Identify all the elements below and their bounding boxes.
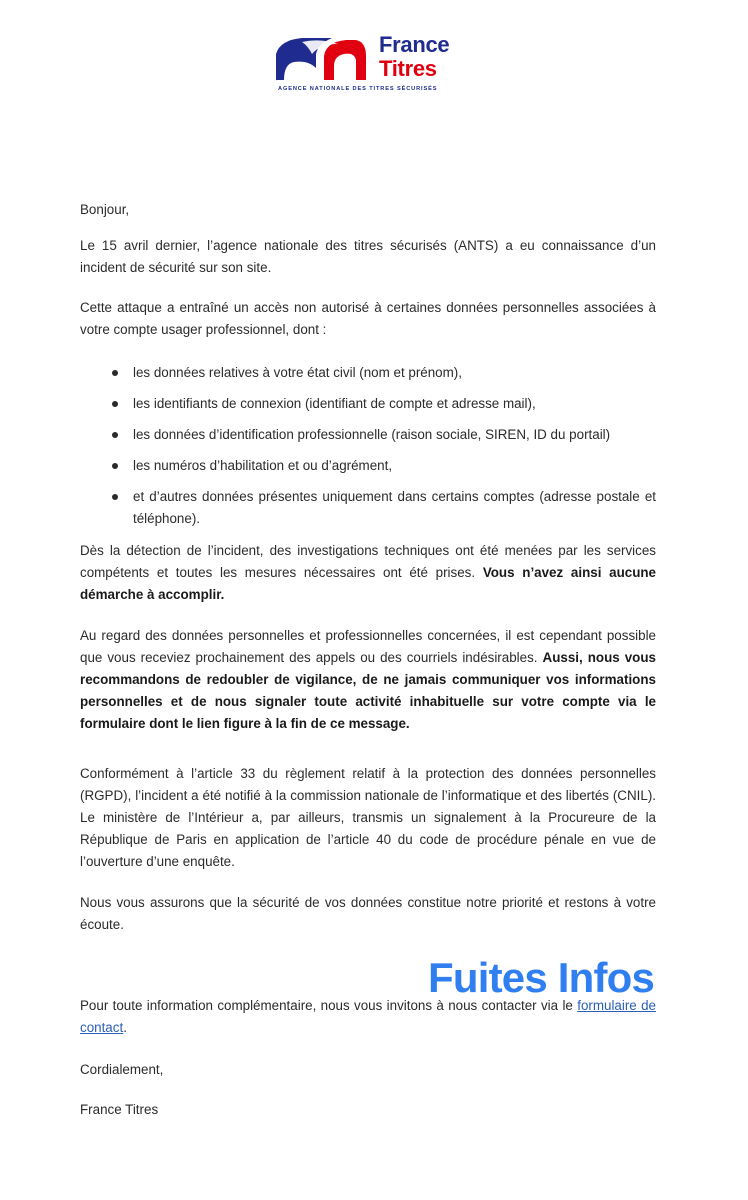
list-item: les numéros d’habilitation et ou d’agrément, <box>112 455 656 477</box>
bullet-icon <box>112 432 118 438</box>
list-item: et d’autres données présentes uniquement dans certains comptes (adresse postale et téléphone). <box>112 486 656 530</box>
paragraph-3-emphasis: Vous n’avez ainsi aucune démarche à accomplir. <box>80 565 656 602</box>
paragraph-2: Cette attaque a entraîné un accès non autorisé à certaines données personnelles associées à votre compte usager professionnel, dont : <box>80 300 656 337</box>
greeting: Bonjour, <box>80 202 130 217</box>
brand-line1: France <box>379 32 450 57</box>
paragraph-5: Conformément à l’article 33 du règlement relatif à la protection des données personnelles (RGPD), l’incident a été notifié à la commission nationale de l’informatique et des libertés (CNIL). Le ministère de l’Intérieur a, par ailleurs, transmis un signalement à la Procureure de la République de Paris en application de l’article 40 du code de procédure pénale en vue de l’ouverture d’une enquête. <box>80 766 656 869</box>
signature: France Titres <box>80 1102 159 1117</box>
list-item: les données relatives à votre état civil (nom et prénom), <box>112 362 656 384</box>
bullet-icon <box>112 494 118 500</box>
list-item: les identifiants de connexion (identifiant de compte et adresse mail), <box>112 393 656 415</box>
paragraph-4-emphasis: Aussi, nous vous recommandons de redoubler de vigilance, de ne jamais communiquer vos informations personnelles et de nous signaler toute activité inhabituelle sur votre compte via le formulaire dont le lien figure à la fin de ce message. <box>80 650 656 731</box>
watermark: Fuites Infos <box>428 954 655 1001</box>
list-item: les données d’identification professionnelle (raison sociale, SIREN, ID du portail) <box>112 424 656 446</box>
bullet-icon <box>112 370 118 376</box>
data-list <box>112 362 656 539</box>
france-titres-logo <box>272 30 472 98</box>
paragraph-3: Dès la détection de l’incident, des investigations techniques ont été menées par les services compétents et toutes les mesures nécessaires ont été prises. Vous n’avez ainsi aucune démarche à accomplir. <box>80 543 656 602</box>
contact-form-link[interactable]: formulaire de contact <box>80 998 656 1035</box>
brand-tagline: AGENCE NATIONALE DES TITRES SÉCURISÉS <box>278 86 438 92</box>
paragraph-1: Le 15 avril dernier, l’agence nationale des titres sécurisés (ANTS) a eu connaissance d’un incident de sécurité sur son site. <box>80 238 656 275</box>
paragraph-4: Au regard des données personnelles et professionnelles concernées, il est cependant possible que vous receviez prochainement des appels ou des courriels indésirables. Aussi, nous vous recommandons de redoubler de vigilance, de ne jamais communiquer vos informations personnelles et de nous signaler toute activité inhabituelle sur votre compte via le formulaire dont le lien figure à la fin de ce message. <box>80 628 656 731</box>
paragraph-7: Pour toute information complémentaire, nous vous invitons à nous contacter via le formulaire de contact. <box>80 998 656 1035</box>
logo-emblem-icon <box>272 32 368 82</box>
bullet-icon <box>112 401 118 407</box>
closing: Cordialement, <box>80 1062 164 1077</box>
bullet-icon <box>112 463 118 469</box>
brand-line2: Titres <box>379 56 437 81</box>
paragraph-6: Nous vous assurons que la sécurité de vos données constitue notre priorité et restons à votre écoute. <box>80 895 656 932</box>
